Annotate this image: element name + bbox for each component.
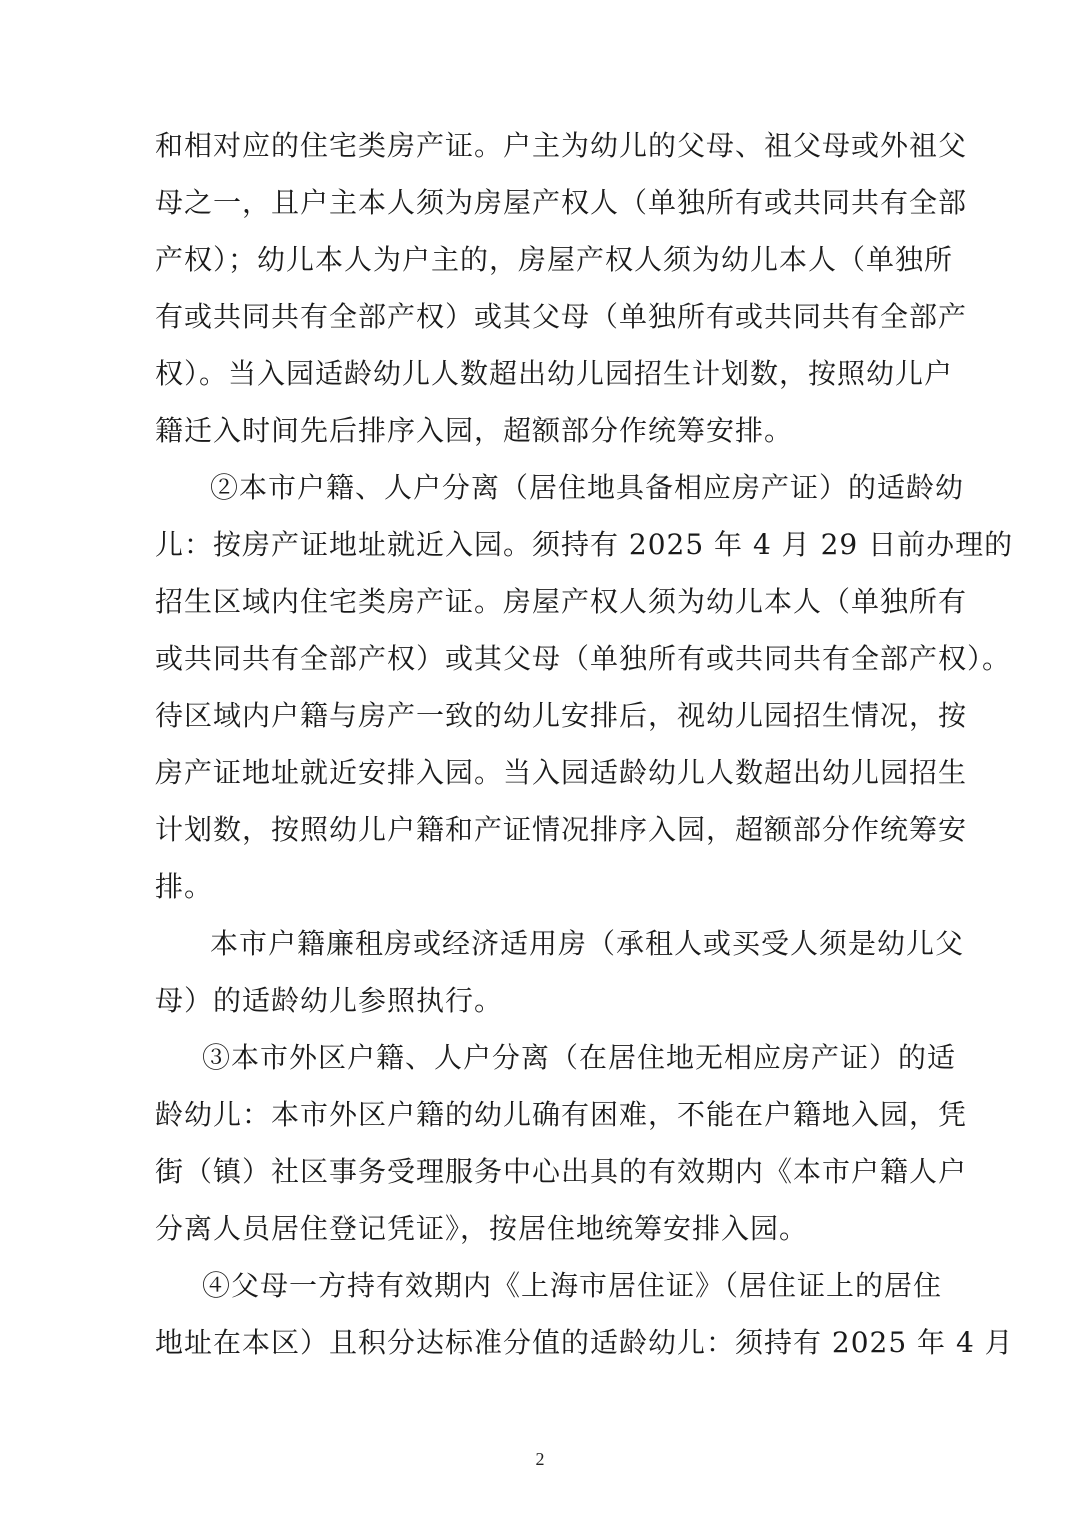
text-line-2: 母之一，且户主本人须为房屋产权人（单独所有或共同共有全部 [155,186,968,219]
text-line-21: ④父母一方持有效期内《上海市居住证》（居住证上的居住 [202,1269,943,1302]
text-line-7: ②本市户籍、人户分离（居住地具备相应房产证）的适龄幼 [210,471,965,504]
text-line-18: 龄幼儿：本市外区户籍的幼儿确有困难，不能在户籍地入园，凭 [155,1098,968,1131]
text-line-14: 排。 [155,870,214,903]
text-line-10: 或共同共有全部产权）或其父母（单独所有或共同共有全部产权）。 [155,642,1012,675]
text-line-6: 籍迁入时间先后排序入园，超额部分作统筹安排。 [155,414,794,447]
text-line-1: 和相对应的住宅类房产证。户主为幼儿的父母、祖父母或外祖父 [155,129,968,162]
text-line-13: 计划数，按照幼儿户籍和产证情况排序入园，超额部分作统筹安 [155,813,968,846]
text-line-19: 街（镇）社区事务受理服务中心出具的有效期内《本市户籍人户 [155,1155,968,1188]
text-line-4: 有或共同共有全部产权）或其父母（单独所有或共同共有全部产 [155,300,968,333]
text-line-17: ③本市外区户籍、人户分离（在居住地无相应房产证）的适 [202,1041,957,1074]
text-line-11: 待区域内户籍与房产一致的幼儿安排后，视幼儿园招生情况，按 [155,699,968,732]
text-line-16: 母）的适龄幼儿参照执行。 [155,984,504,1017]
text-line-20: 分离人员居住登记凭证》，按居住地统筹安排入园。 [155,1212,809,1245]
text-line-8: 儿：按房产证地址就近入园。须持有 2025 年 4 月 29 日前办理的 [155,528,1014,561]
text-line-22: 地址在本区）且积分达标准分值的适龄幼儿：须持有 2025 年 4 月 [155,1326,1014,1359]
text-line-9: 招生区域内住宅类房产证。房屋产权人须为幼儿本人（单独所有 [155,585,968,618]
text-line-12: 房产证地址就近安排入园。当入园适龄幼儿人数超出幼儿园招生 [155,756,968,789]
text-line-3: 产权）；幼儿本人为户主的，房屋产权人须为幼儿本人（单独所 [155,243,954,276]
text-line-5: 权）。当入园适龄幼儿人数超出幼儿园招生计划数，按照幼儿户 [155,357,954,390]
page-number: 2 [535,1449,545,1469]
text-line-15: 本市户籍廉租房或经济适用房（承租人或买受人须是幼儿父 [210,927,965,960]
